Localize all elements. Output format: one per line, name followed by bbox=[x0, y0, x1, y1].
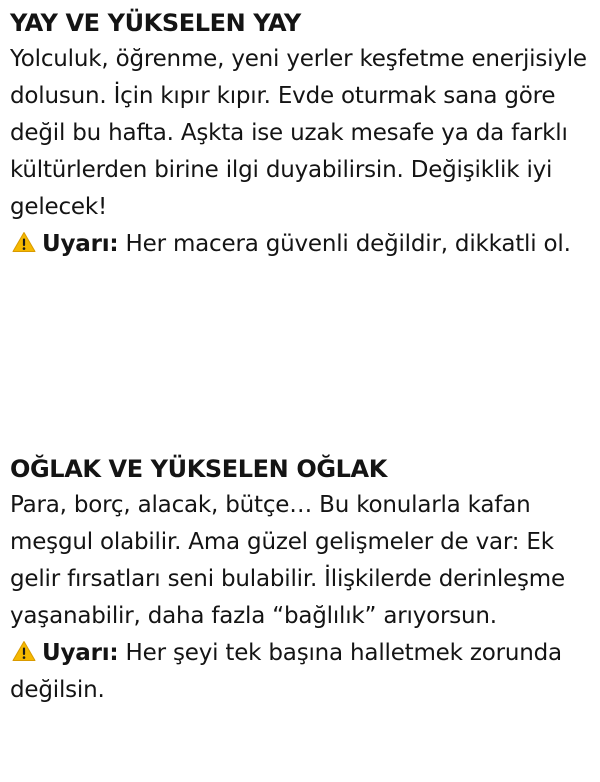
body-text: Yolculuk, öğrenme, yeni yerler keşfetme enerjisiyle dolusun. İçin kıpır kıpır. Evde oturmak sana göre değil bu hafta. Aşkta ise uzak mesafe ya da farklı kültürlerden birine ilgi duyabilirsin. Değişiklik iyi gelecek! bbox=[10, 46, 587, 220]
body-text: Para, borç, alacak, bütçe… Bu konularla kafan meşgul olabilir. Ama güzel gelişmeler de var: Ek gelir fırsatları seni bulabilir. İlişkilerde derinleşme yaşanabilir, daha fazla “bağlılık” arıyorsun. bbox=[10, 492, 565, 629]
section-body bbox=[10, 487, 592, 709]
warning-label: Uyarı: bbox=[42, 231, 119, 257]
warning-sign-icon bbox=[12, 231, 36, 253]
section-heading: OĞLAK VE YÜKSELEN OĞLAK bbox=[10, 455, 387, 483]
warning-line bbox=[10, 231, 571, 257]
section-body bbox=[10, 41, 592, 263]
section-heading: YAY VE YÜKSELEN YAY bbox=[10, 9, 301, 37]
horoscope-section-oglak bbox=[10, 454, 592, 709]
warning-label: Uyarı: bbox=[42, 640, 119, 666]
warning-text: Her şeyi tek başına halletmek zorunda değilsin. bbox=[10, 640, 562, 703]
warning-sign-icon bbox=[12, 640, 36, 662]
warning-text: Her macera güvenli değildir, dikkatli ol. bbox=[125, 231, 571, 257]
horoscope-section-yay bbox=[10, 8, 592, 263]
warning-line bbox=[10, 640, 562, 703]
